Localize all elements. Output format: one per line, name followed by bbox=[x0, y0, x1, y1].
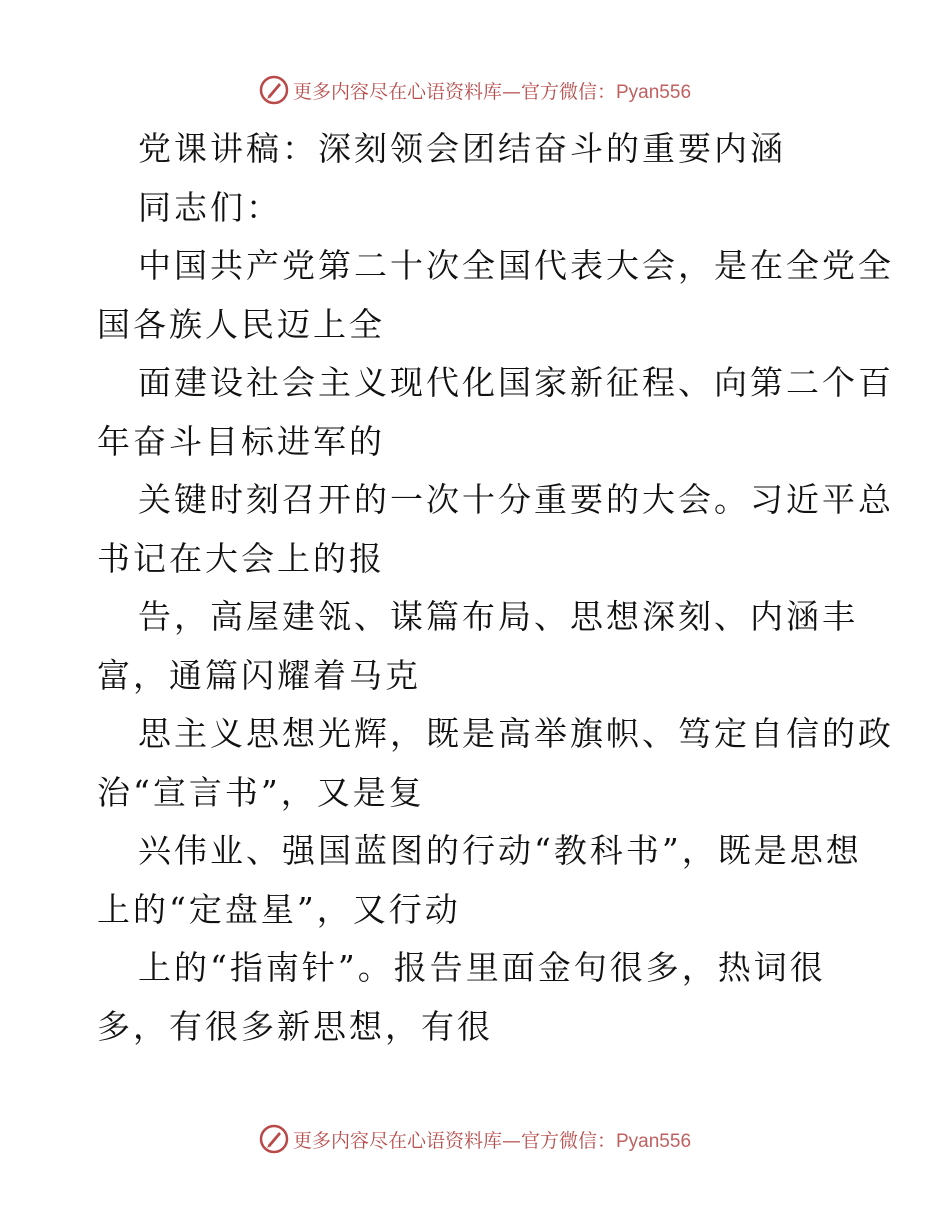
paragraph-line: 书记在大会上的报 bbox=[97, 538, 385, 578]
banner-wechat-id: Pyan556 bbox=[616, 1130, 692, 1152]
banner-slogan: 更多内容尽在心语资料库 bbox=[292, 1129, 502, 1152]
banner-text bbox=[293, 1126, 691, 1153]
banner-dash: — bbox=[501, 1129, 521, 1152]
banner-wechat-label: 官方微信： bbox=[520, 1129, 616, 1152]
banner-wechat-id: Pyan556 bbox=[616, 81, 692, 103]
paragraph-line: 告，高屋建瓴、谋篇布局、思想深刻、内涵丰 bbox=[138, 597, 858, 636]
document-title: 党课讲稿：深刻领会团结奋斗的重要内涵 bbox=[138, 129, 786, 168]
paragraph-line: 面建设社会主义现代化国家新征程、向第二个百 bbox=[138, 363, 894, 402]
document-body bbox=[97, 120, 894, 1056]
banner-text bbox=[293, 77, 691, 104]
paragraph-line: 关键时刻召开的一次十分重要的大会。习近平总 bbox=[138, 480, 894, 519]
paragraph-line: 上的“定盘星”，又行动 bbox=[97, 889, 461, 929]
banner-slogan: 更多内容尽在心语资料库 bbox=[292, 80, 502, 103]
banner-dash: — bbox=[501, 80, 521, 103]
quill-pen-logo-icon bbox=[259, 75, 289, 105]
paragraph-line: 中国共产党第二十次全国代表大会，是在全党全 bbox=[138, 246, 894, 285]
header-banner bbox=[0, 72, 950, 108]
document-greeting: 同志们： bbox=[138, 187, 282, 227]
paragraph-line: 国各族人民迈上全 bbox=[97, 304, 385, 344]
quill-pen-logo-icon bbox=[259, 1124, 289, 1154]
paragraph-line: 上的“指南针”。报告里面金句很多，热词很 bbox=[138, 948, 826, 987]
paragraph-line: 富，通篇闪耀着马克 bbox=[97, 655, 421, 695]
paragraph-line: 多，有很多新思想，有很 bbox=[97, 1006, 493, 1046]
paragraph-line: 兴伟业、强国蓝图的行动“教科书”，既是思想 bbox=[138, 831, 862, 870]
footer-banner bbox=[0, 1121, 950, 1157]
paragraph-line: 治“宣言书”，又是复 bbox=[97, 772, 425, 812]
banner-wechat-label: 官方微信： bbox=[520, 80, 616, 103]
paragraph-line: 思主义思想光辉，既是高举旗帜、笃定自信的政 bbox=[138, 714, 894, 753]
paragraph-line: 年奋斗目标进军的 bbox=[97, 421, 385, 461]
